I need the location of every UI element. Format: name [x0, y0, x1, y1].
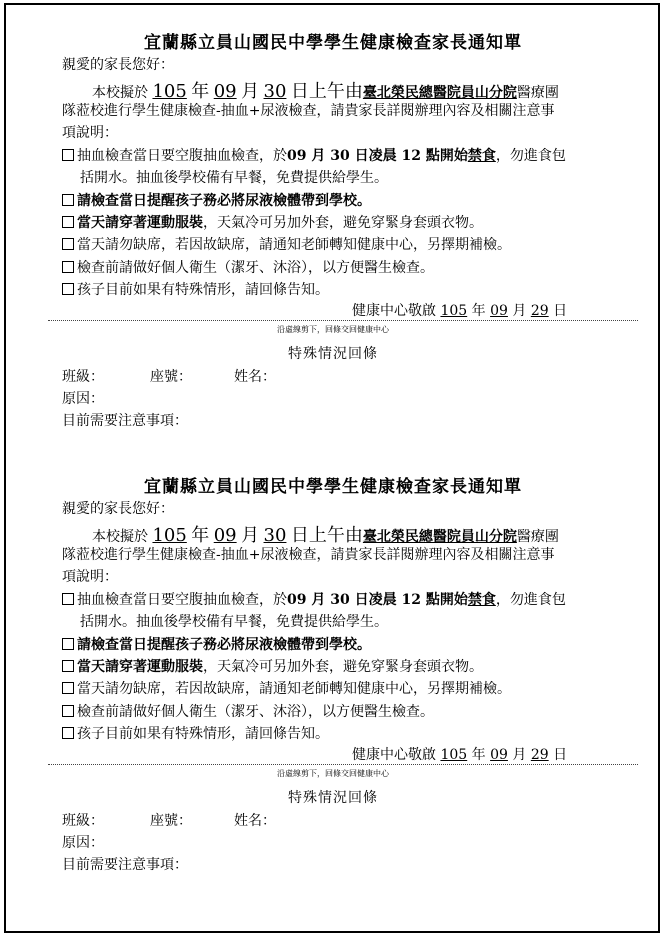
hospital-name: 臺北榮民總醫院員山分院	[362, 529, 517, 545]
exam-day: 30	[263, 525, 287, 546]
checklist-item-fasting: 抽血檢查當日要空腹抽血檢查，於09 月 30 日凌晨 12 點開始禁食，勿進食包	[62, 589, 566, 609]
day-unit: 日上午由	[290, 525, 363, 546]
reply-slip-title: 特殊情況回條	[288, 346, 378, 362]
year-unit: 年	[191, 81, 210, 102]
checklist-item-special: 孩子目前如果有特殊情形，請回條告知。	[62, 279, 329, 299]
exam-day: 30	[263, 81, 287, 102]
intro-suffix: 醫療團	[516, 529, 559, 545]
day-unit: 日上午由	[290, 81, 363, 102]
cut-dotted-line	[48, 764, 638, 765]
intro-line-2: 隊蒞校進行學生健康檢查-抽血+尿液檢查，請貴家長詳閱辦理內容及相關注意事	[62, 547, 555, 563]
checklist-item-hygiene: 檢查前請做好個人衛生（潔牙、沐浴），以方便醫生檢查。	[62, 701, 434, 721]
checkbox[interactable]	[62, 261, 74, 273]
greeting: 親愛的家長您好：	[62, 501, 174, 517]
year-unit: 年	[191, 525, 210, 546]
sign-year: 105	[440, 747, 468, 763]
month-unit: 月	[241, 81, 260, 102]
seat-field-label[interactable]: 座號：	[150, 369, 192, 385]
checklist-item-fasting: 抽血檢查當日要空腹抽血檢查，於09 月 30 日凌晨 12 點開始禁食，勿進食包	[62, 145, 566, 165]
cut-note: 沿虛線剪下，回條交回健康中心	[277, 769, 389, 778]
name-field-label[interactable]: 姓名：	[234, 369, 276, 385]
sign-month: 09	[490, 303, 508, 319]
checkbox[interactable]	[62, 660, 74, 672]
exam-month: 09	[213, 525, 237, 546]
signature-line: 健康中心敬啟 105 年 09 月 29 日	[352, 303, 568, 319]
checkbox[interactable]	[62, 194, 74, 206]
checklist-item-urine: 請檢查當日提醒孩子務必將尿液檢體帶到學校。	[62, 190, 371, 210]
hospital-name: 臺北榮民總醫院員山分院	[362, 85, 517, 101]
seat-field-label[interactable]: 座號：	[150, 813, 192, 829]
sign-day: 29	[530, 747, 549, 763]
checkbox[interactable]	[62, 283, 74, 295]
reason-field-label[interactable]: 原因：	[62, 391, 104, 407]
notes-field-label[interactable]: 目前需要注意事項：	[62, 413, 188, 429]
intro-suffix: 醫療團	[516, 85, 559, 101]
name-field-label[interactable]: 姓名：	[234, 813, 276, 829]
checkbox[interactable]	[62, 593, 74, 605]
notes-field-label[interactable]: 目前需要注意事項：	[62, 857, 188, 873]
class-field-label[interactable]: 班級：	[62, 369, 104, 385]
checklist-item-clothing: 當天請穿著運動服裝，天氣冷可另加外套，避免穿緊身套頭衣物。	[62, 212, 483, 232]
exam-year: 105	[152, 81, 187, 102]
sign-day: 29	[530, 303, 549, 319]
exam-year: 105	[152, 525, 187, 546]
checkbox[interactable]	[62, 238, 74, 250]
checklist-item-fasting-cont: 括開水。抽血後學校備有早餐，免費提供給學生。	[80, 170, 388, 186]
checklist-item-hygiene: 檢查前請做好個人衛生（潔牙、沐浴），以方便醫生檢查。	[62, 257, 434, 277]
intro-prefix: 本校擬於	[92, 529, 148, 545]
checklist-item-absence: 當天請勿缺席，若因故缺席，請通知老師轉知健康中心，另擇期補檢。	[62, 234, 511, 254]
signature-line: 健康中心敬啟 105 年 09 月 29 日	[352, 747, 568, 763]
checkbox[interactable]	[62, 638, 74, 650]
intro-line-3: 項說明：	[62, 569, 118, 585]
intro-line-2: 隊蒞校進行學生健康檢查-抽血+尿液檢查，請貴家長詳閱辦理內容及相關注意事	[62, 103, 555, 119]
checkbox[interactable]	[62, 727, 74, 739]
cut-note: 沿虛線剪下，回條交回健康中心	[277, 325, 389, 334]
checkbox[interactable]	[62, 682, 74, 694]
reply-slip-title: 特殊情況回條	[288, 790, 378, 806]
checklist-item-fasting-cont: 括開水。抽血後學校備有早餐，免費提供給學生。	[80, 614, 388, 630]
class-field-label[interactable]: 班級：	[62, 813, 104, 829]
month-unit: 月	[241, 525, 260, 546]
checklist-item-absence: 當天請勿缺席，若因故缺席，請通知老師轉知健康中心，另擇期補檢。	[62, 678, 511, 698]
checkbox[interactable]	[62, 705, 74, 717]
checklist-item-urine: 請檢查當日提醒孩子務必將尿液檢體帶到學校。	[62, 634, 371, 654]
checkbox[interactable]	[62, 149, 74, 161]
checklist-item-special: 孩子目前如果有特殊情形，請回條告知。	[62, 723, 329, 743]
greeting: 親愛的家長您好：	[62, 57, 174, 73]
checklist-item-clothing: 當天請穿著運動服裝，天氣冷可另加外套，避免穿緊身套頭衣物。	[62, 656, 483, 676]
sign-month: 09	[490, 747, 508, 763]
intro-line-3: 項說明：	[62, 125, 118, 141]
intro-prefix: 本校擬於	[92, 85, 148, 101]
exam-month: 09	[213, 81, 237, 102]
checkbox[interactable]	[62, 216, 74, 228]
cut-dotted-line	[48, 320, 638, 321]
notice-title: 宜蘭縣立員山國民中學學生健康檢查家長通知單	[144, 477, 522, 497]
notice-title: 宜蘭縣立員山國民中學學生健康檢查家長通知單	[144, 33, 522, 53]
reason-field-label[interactable]: 原因：	[62, 835, 104, 851]
sign-year: 105	[440, 303, 468, 319]
